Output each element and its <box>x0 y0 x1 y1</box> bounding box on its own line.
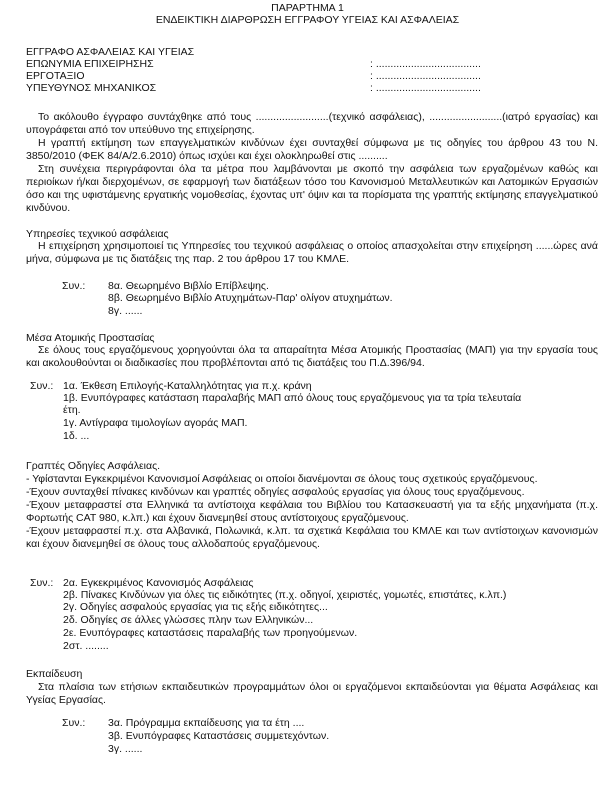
attachment-item: 1γ. Αντίγραφα τιμολογίων αγοράς ΜΑΠ. <box>63 417 248 429</box>
document-title: ΕΝΔΕΙΚΤΙΚΗ ΔΙΑΡΘΡΩΣΗ ΕΓΓΡΑΦΟΥ ΥΓΕΙΑΣ ΚΑΙ ΑΣΦΑΛΕΙΑΣ <box>155 14 460 26</box>
ppe-paragraph <box>26 344 598 370</box>
attachment-item: 8α. Θεωρημένο Βιβλίο Επίβλεψης. <box>108 280 269 292</box>
instructions-bullets <box>26 473 598 551</box>
attachment-item: 8β. Θεωρημένο Βιβλίο Ατυχημάτων-Παρ' ολίγον ατυχημάτων. <box>108 292 393 304</box>
attachment-item: 3γ. ...... <box>108 743 143 755</box>
bullet-item: -Έχουν συνταχθεί πίνακες κινδύνων και γραπτές οδηγίες ασφαλούς εργασίας για όλους τους εργαζόμενους. <box>26 486 525 498</box>
attachment-item: 2στ. ........ <box>63 640 109 652</box>
field-label-company: ΕΠΩΝΥΜΙΑ ΕΠΙΧΕΙΡΗΣΗΣ <box>26 58 154 70</box>
technician-heading: Υπηρεσίες τεχνικού ασφάλειας <box>26 228 169 240</box>
field-value-engineer: : .................................... <box>370 82 481 94</box>
field-label-site: ΕΡΓΟΤΑΞΙΟ <box>26 70 85 82</box>
instructions-heading: Γραπτές Οδηγίες Ασφάλειας. <box>26 460 161 472</box>
training-paragraph <box>26 681 598 707</box>
technician-paragraph <box>26 240 598 266</box>
attachment-item: 2ε. Ενυπόγραφες καταστάσεις παραλαβής των προηγούμενων. <box>63 627 358 639</box>
attachment-item: 8γ. ...... <box>108 305 143 317</box>
training-heading: Εκπαίδευση <box>26 668 83 680</box>
attachment-item: 1α. Έκθεση Επιλογής-Καταλληλότητας για π.χ. κράνη <box>63 380 312 392</box>
bullet-item: - Υφίστανται Εγκεκριμένοι Κανονισμοί Ασφάλειας οι οποίοι διανέμονται σε όλους τους σχετικούς εργαζόμενους. <box>26 473 538 485</box>
attachment-item: 3α. Πρόγραμμα εκπαίδευσης για τα έτη .... <box>108 717 305 729</box>
field-label-engineer: ΥΠΕΥΘΥΝΟΣ ΜΗΧΑΝΙΚΟΣ <box>26 82 157 94</box>
attachment-item: 3β. Ενυπόγραφες Καταστάσεις συμμετεχόντων. <box>108 730 330 742</box>
training-attachments-prefix: Συν.: <box>62 717 86 729</box>
attachment-item: 2β. Πίνακες Κινδύνων για όλες τις ειδικότητες (π.χ. οδηγοί, χειριστές, γομωτές, επιστάτες, κ.λπ.) <box>63 589 507 601</box>
field-value-site: : .................................... <box>370 70 481 82</box>
bullet-item: -Έχουν μεταφραστεί π.χ. στα Αλβανικά, Πολωνικά, κ.λπ. τα σχετικά Κεφάλαια του ΚΜΛΕ και των αντίστοιχων κανονισμών και έχουν διανεμηθεί σε όλους τους αλλοδαπούς εργαζόμενους. <box>26 525 598 550</box>
attachment-item-continuation: έτη. <box>63 404 81 416</box>
intro-paragraph-2: Η γραπτή εκτίμηση των επαγγελματικών κινδύνων έχει συνταχθεί σύμφωνα με τις οδηγίες του άρθρου 43 του Ν. 3850/2010 (ΦΕΚ 84/Α/2.6.2010) όπως ισχύει και έχει ολοκληρωθεί στις .......... <box>26 137 598 162</box>
attachment-item: 2α. Εγκεκριμένος Κανονισμός Ασφάλειας <box>63 577 254 589</box>
field-value-company: : .................................... <box>370 58 481 70</box>
attachment-item: 1δ. ... <box>63 430 90 442</box>
training-text: Στα πλαίσια των ετήσιων εκπαιδευτικών προγραμμάτων όλοι οι εργαζόμενοι εκπαιδεύονται για θέματα Ασφάλειας και Υγείας Εργασίας. <box>26 681 598 706</box>
field-label-document: ΕΓΓΡΑΦΟ ΑΣΦΑΛΕΙΑΣ ΚΑΙ ΥΓΕΙΑΣ <box>26 46 195 58</box>
technician-text: Η επιχείρηση χρησιμοποιεί τις Υπηρεσίες του τεχνικού ασφάλειας ο οποίος απασχολείται στην επιχείρηση ......ώρες ανά μήνα, σύμφωνα με τις διατάξεις της παρ. 2 του άρθρου 17 του ΚΜΛΕ. <box>26 240 598 265</box>
attachment-item: 2γ. Οδηγίες ασφαλούς εργασίας για τις εξής ειδικότητες... <box>63 601 328 613</box>
intro-paragraph-1: Το ακόλουθο έγγραφο συντάχθηκε από τους .........................(τεχνικό ασφάλειας), .........................(ιατρό εργασίας) και υπογράφεται από τον υπεύθυνο της επιχείρησης. <box>26 111 598 136</box>
bullet-item: -Έχουν μεταφραστεί στα Ελληνικά τα αντίστοιχα κεφάλαια του Βιβλίου του Κατασκευαστή για τα εξής μηχανήματα (π.χ. Φορτωτής CAT 980, κ.λπ.) και έχουν διανεμηθεί στους αντίστοιχους εργαζόμενους. <box>26 499 598 524</box>
intro-paragraph-3: Στη συνέχεια περιγράφονται όλα τα μέτρα που λαμβάνονται με σκοπό την ασφάλεια των εργαζομένων καθώς και περιοίκων ή/και διερχομένων, σε εφαρμογή των διατάξεων τόσο του Κανονισμού Μεταλλευτικών και Λατομικών Εργασιών όσο και της υφιστάμενης εργατικής νομοθεσίας, έχοντας υπ' όψιν και τα πορίσματα της γραπτής εκτίμησης επαγγελματικού κινδύνου. <box>26 163 598 214</box>
ppe-attachments-prefix: Συν.: <box>30 380 54 392</box>
annex-label: ΠΑΡΑΡΤΗΜΑ 1 <box>271 2 344 14</box>
attachment-item: 2δ. Οδηγίες σε άλλες γλώσσες πλην των Ελληνικών... <box>63 614 314 626</box>
technician-attachments-prefix: Συν.: <box>62 280 86 292</box>
instructions-attachments-prefix: Συν.: <box>30 577 54 589</box>
attachment-item: 1β. Ενυπόγραφες κατάσταση παραλαβής ΜΑΠ από όλους τους εργαζόμενους για τα τρία τελευταία <box>63 392 522 404</box>
ppe-text: Σε όλους τους εργαζόμενους χορηγούνται όλα τα απαραίτητα Μέσα Ατομικής Προστασίας (ΜΑΠ) για την εργασία τους και ακολουθούνται οι διαδικασίες που προβλέπονται από τις διατάξεις του Π.Δ.396/94. <box>26 344 598 369</box>
ppe-heading: Μέσα Ατομικής Προστασίας <box>26 332 155 344</box>
intro-section <box>26 111 598 215</box>
